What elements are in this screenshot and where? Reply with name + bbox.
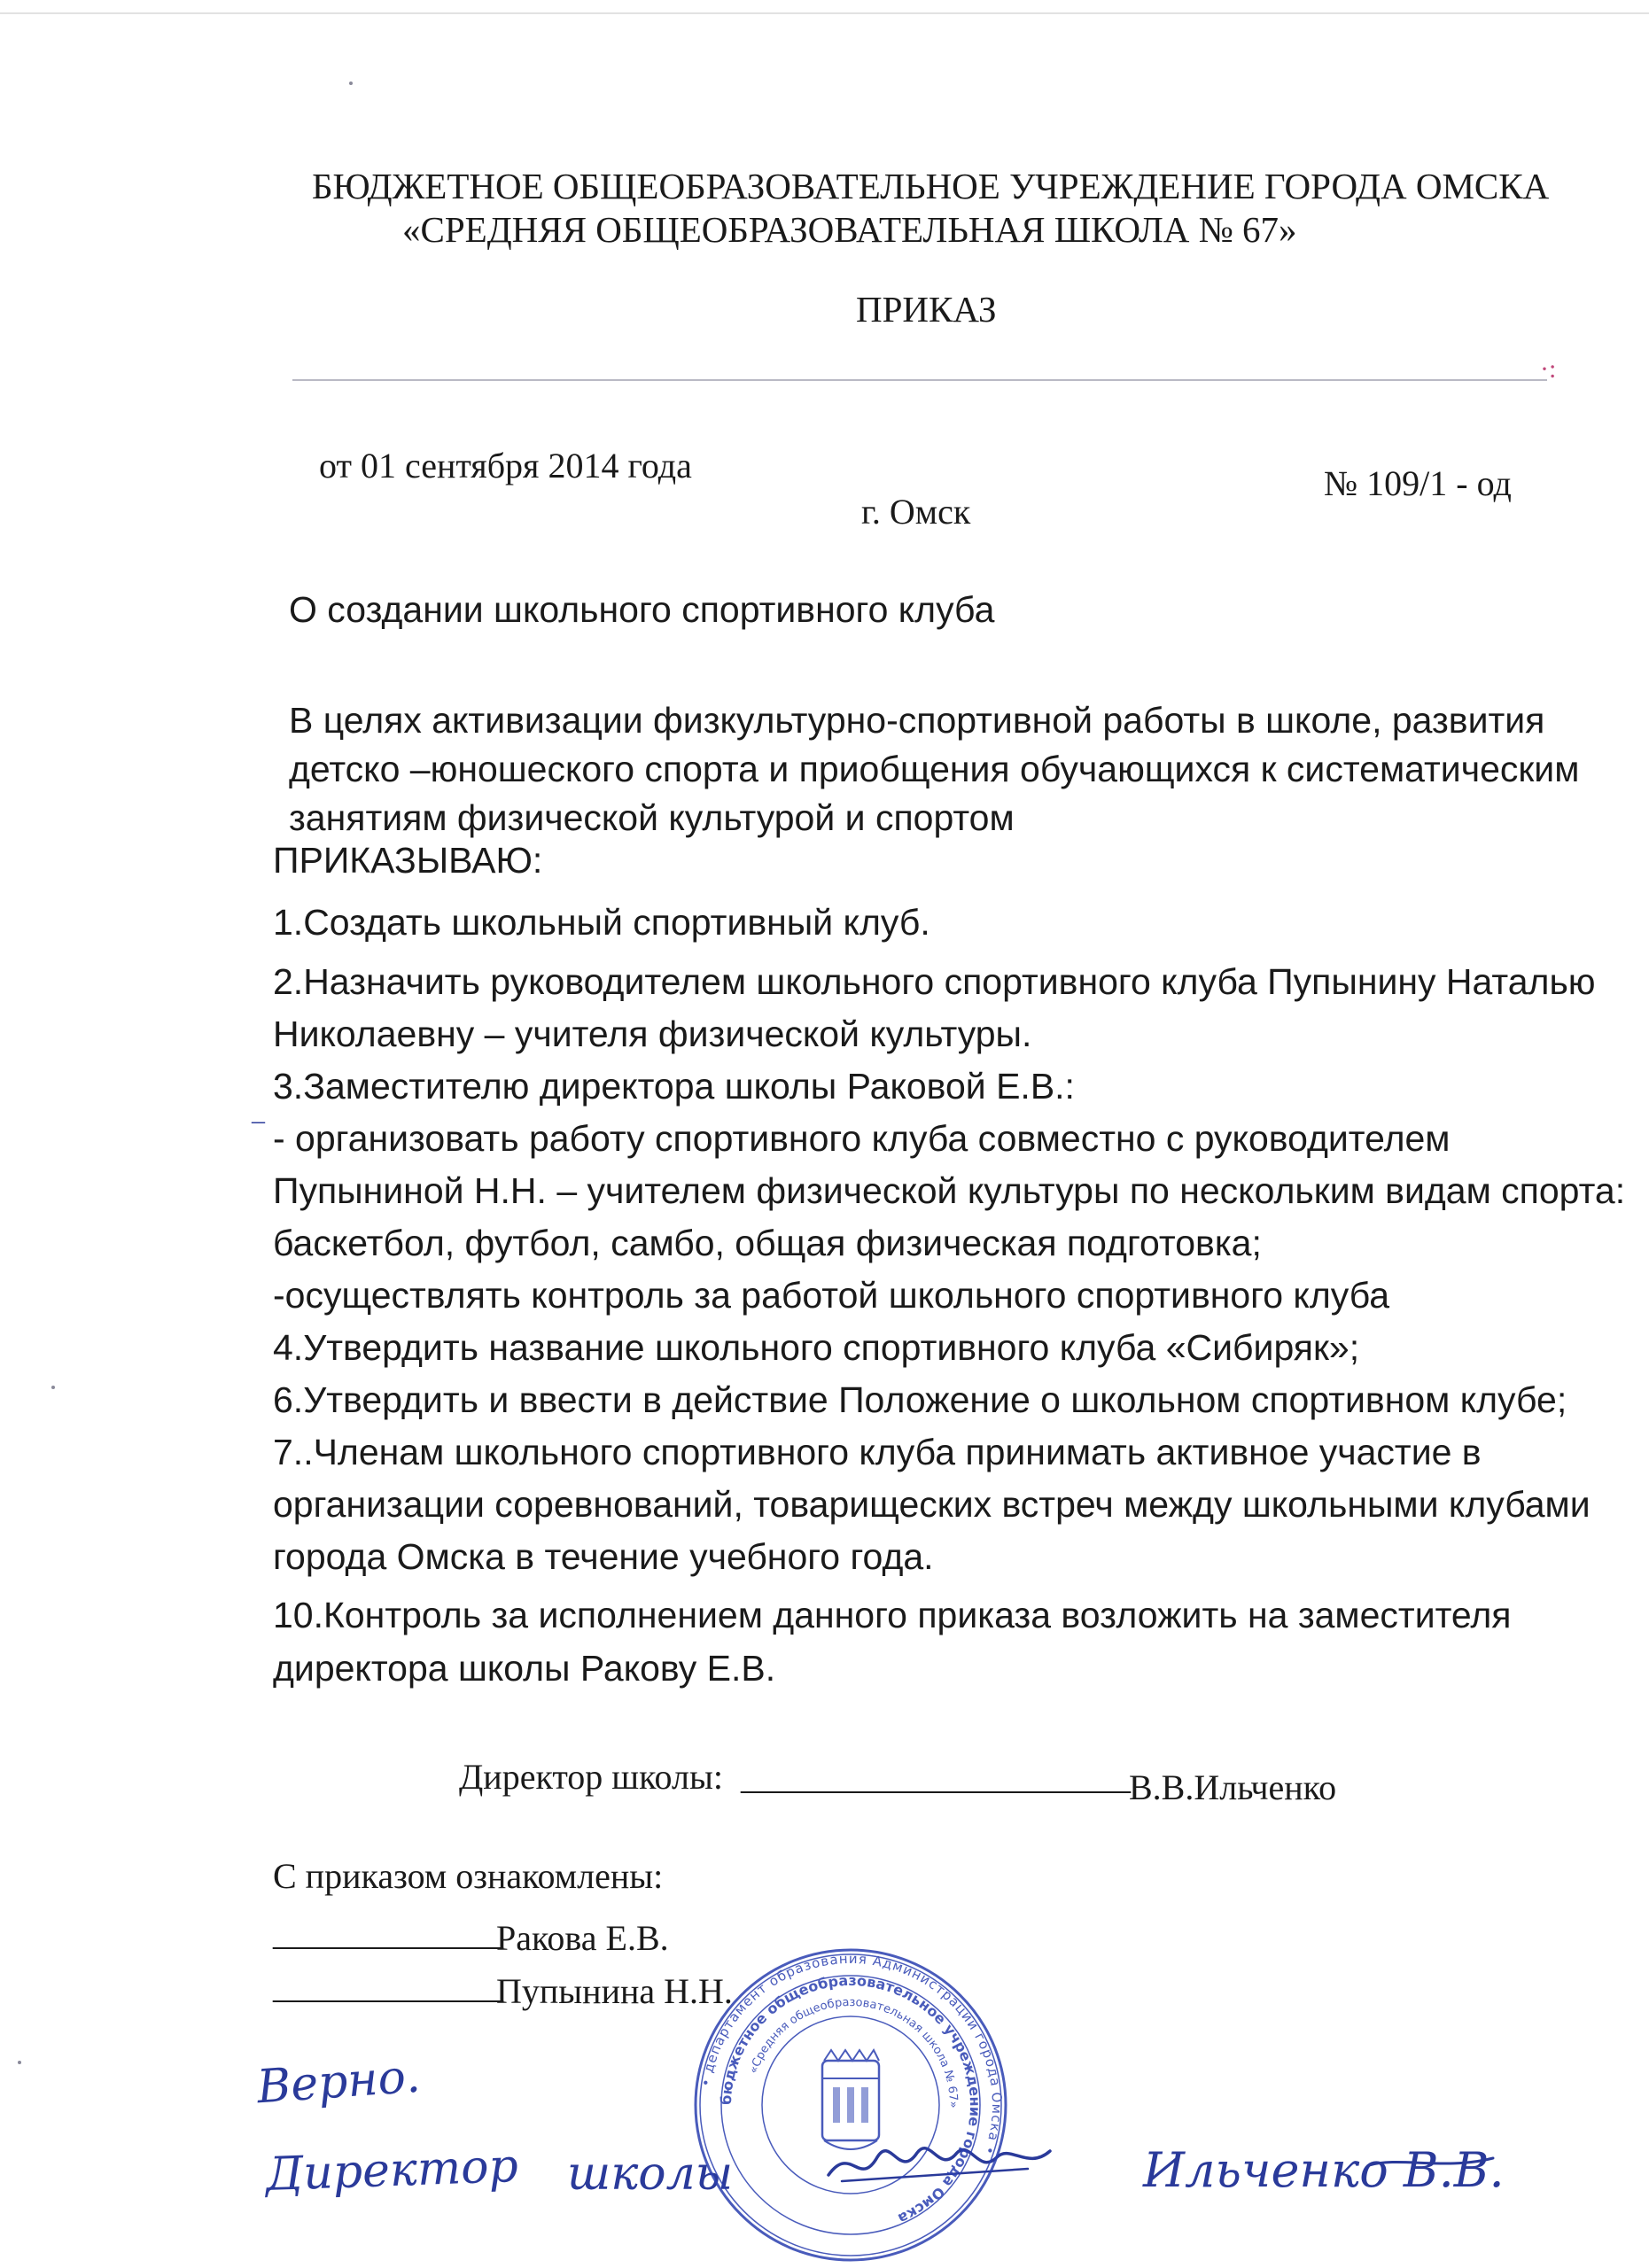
body-line: -осуществлять контроль за работой школьного спортивного клуба [273,1275,1390,1316]
signature-label: Директор школы: [459,1757,723,1797]
scan-speck [18,2061,21,2064]
org-name-line-1: БЮДЖЕТНОЕ ОБЩЕОБРАЗОВАТЕЛЬНОЕ УЧРЕЖДЕНИЕ ГОРОДА ОМСКА [312,166,1550,206]
body-line: 7..Членам школьного спортивного клуба принимать активное участие в [273,1432,1482,1472]
body-line: В целях активизации физкультурно-спортивной работы в школе, развития [289,700,1545,741]
body-line: 4.Утвердить название школьного спортивного клуба «Сибиряк»; [273,1327,1360,1368]
org-name-line-2: «СРЕДНЯЯ ОБЩЕОБРАЗОВАТЕЛЬНАЯ ШКОЛА № 67» [402,209,1297,250]
official-stamp [691,1946,1010,2264]
order-city: г. Омск [861,492,971,532]
order-date: от 01 сентября 2014 года [319,446,692,485]
body-line: занятиям физической культурой и спортом [289,797,1015,838]
body-line: Николаевну – учителя физической культуры. [273,1014,1032,1054]
body-line: 10.Контроль за исполнением данного приказа возложить на заместителя [273,1595,1512,1635]
body-line: Пупыниной Н.Н. – учителем физической культуры по нескольким видам спорта: [273,1170,1626,1211]
body-line: баскетбол, футбол, самбо, общая физическая подготовка; [273,1223,1262,1263]
signature-blank: ______________________ [741,1757,1131,1797]
order-number: № 109/1 - од [1324,463,1512,503]
scan-mark: ·: [1540,354,1557,384]
scan-mark: – [252,1106,265,1135]
acquainted-name: Пупынина Н.Н. [496,1971,733,2011]
certification-signer: Ильченко В.В. [1143,2142,1505,2198]
acquainted-title: С приказом ознакомлены: [273,1856,664,1896]
document-type-title: ПРИКАЗ [856,289,997,330]
body-line: города Омска в течение учебного года. [273,1536,934,1577]
scan-speck [349,82,353,85]
stamp-inner-text: «Средняя общеобразовательная школа № 67» [747,1995,961,2109]
body-line: 1.Создать школьный спортивный клуб. [273,902,930,943]
acquainted-name: Ракова Е.В. [496,1918,669,1958]
acquainted-blank: _____________ [273,1913,503,1953]
body-line: 3.Заместителю директора школы Раковой Е.В.: [273,1066,1075,1107]
stamp-outer-text: • департамент образования Администрации города Омска • [697,1950,1006,2158]
scan-speck [51,1386,55,1389]
certification-director: Директор [265,2140,519,2202]
body-line: детско –юношеского спорта и приобщения обучающихся к систематическим [289,749,1580,789]
signer-underline [1365,2149,1497,2176]
scan-top-edge [0,12,1649,14]
stamp-coat-of-arms-icon [822,2050,879,2149]
certification-verno: Верно. [255,2049,423,2115]
body-line: директора школы Ракову Е.В. [273,1648,776,1689]
header-divider [292,379,1547,381]
body-line: - организовать работу спортивного клуба совместно с руководителем [273,1118,1451,1159]
body-line: 6.Утвердить и ввести в действие Положение о школьном спортивном клубе; [273,1379,1567,1420]
signature-name: В.В.Ильченко [1129,1767,1337,1807]
body-line: организации соревнований, товарищеских встреч между школьными клубами [273,1484,1591,1525]
body-line: ПРИКАЗЫВАЮ: [273,840,543,881]
acquainted-blank: _____________ [273,1966,503,2006]
order-subject: О создании школьного спортивного клуба [289,589,995,630]
certification-school: школы [567,2148,734,2201]
body-line: 2.Назначить руководителем школьного спортивного клуба Пупынину Наталью [273,961,1596,1002]
stamp-middle-text: бюджетное общеобразовательное учреждение города Омска [717,1971,984,2228]
